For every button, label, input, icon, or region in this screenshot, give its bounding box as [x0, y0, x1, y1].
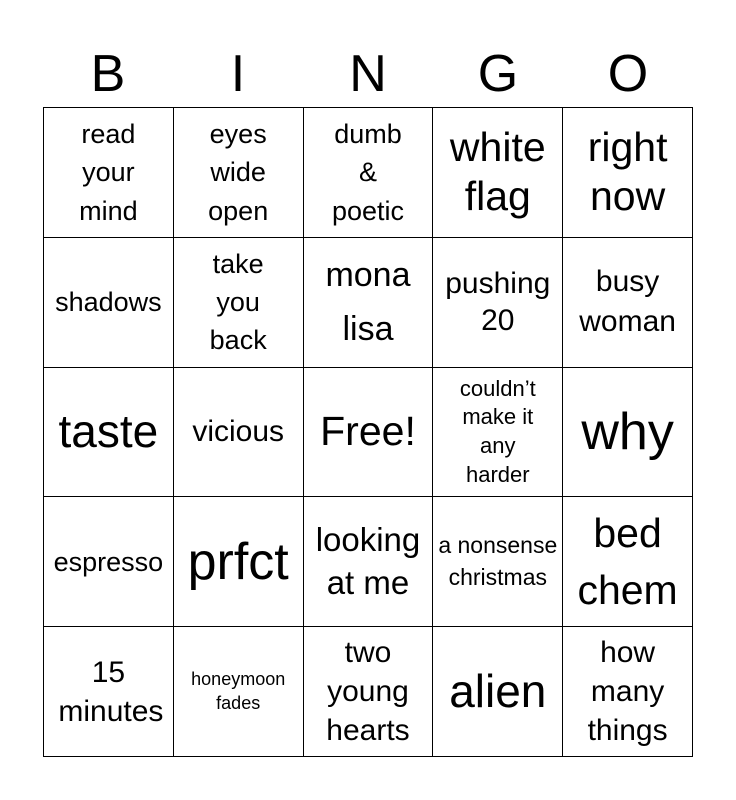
cell-text: busy woman — [579, 264, 676, 339]
bingo-cell[interactable] — [44, 238, 174, 368]
bingo-cell[interactable] — [433, 627, 563, 757]
header-letter-n: N — [349, 45, 387, 103]
bingo-cell[interactable] — [174, 108, 304, 238]
cell-text: eyes wide open — [208, 118, 269, 226]
cell-text: two young hearts — [326, 636, 410, 748]
cell-text: how many things — [587, 636, 668, 748]
bingo-cell[interactable] — [304, 627, 434, 757]
cell-text: honeymoon fades — [191, 669, 286, 713]
cell-text: mona lisa — [325, 255, 411, 349]
bingo-cell[interactable] — [433, 368, 563, 498]
bingo-cell[interactable] — [174, 238, 304, 368]
cell-text: read your mind — [79, 118, 138, 226]
bingo-cell[interactable] — [304, 368, 434, 498]
cell-text: taste — [58, 405, 159, 458]
bingo-cell[interactable] — [174, 627, 304, 757]
bingo-cell[interactable] — [44, 497, 174, 627]
header-letter-o: O — [607, 45, 649, 103]
cell-text: pushing 20 — [445, 266, 551, 338]
cell-text: white flag — [449, 124, 546, 220]
bingo-grid — [43, 107, 693, 757]
cell-text: espresso — [53, 546, 164, 577]
bingo-cell[interactable] — [433, 238, 563, 368]
bingo-cell[interactable] — [563, 238, 693, 368]
bingo-cell[interactable] — [304, 497, 434, 627]
cell-text: a nonsense christmas — [438, 532, 558, 590]
cell-text: why — [581, 402, 674, 461]
bingo-cell[interactable] — [174, 368, 304, 498]
cell-text: bed chem — [577, 510, 678, 613]
cell-text: vicious — [192, 415, 285, 449]
cell-text: looking at me — [315, 520, 421, 601]
header-letter-b: B — [90, 45, 126, 103]
bingo-cell[interactable] — [304, 238, 434, 368]
bingo-cell[interactable] — [433, 497, 563, 627]
bingo-cell[interactable] — [563, 627, 693, 757]
cell-text: right now — [587, 124, 668, 220]
cell-text: shadows — [55, 287, 162, 318]
cell-text: 15 minutes — [58, 655, 164, 728]
bingo-cell[interactable] — [433, 108, 563, 238]
header-letter-g: G — [477, 45, 519, 103]
header-letter-i: I — [230, 45, 246, 103]
cell-text: alien — [449, 665, 547, 717]
bingo-cell[interactable] — [563, 108, 693, 238]
bingo-cell[interactable] — [44, 627, 174, 757]
bingo-cell[interactable] — [44, 368, 174, 498]
cell-text: couldn’t make it any harder — [459, 375, 536, 487]
bingo-cell[interactable] — [44, 108, 174, 238]
cell-text: prfct — [187, 532, 289, 591]
bingo-header — [43, 40, 693, 108]
cell-text: Free! — [320, 408, 416, 455]
bingo-cell[interactable] — [563, 368, 693, 498]
cell-text: dumb & poetic — [331, 118, 405, 226]
bingo-cell[interactable] — [304, 108, 434, 238]
cell-text: take you back — [209, 248, 267, 356]
bingo-cell[interactable] — [174, 497, 304, 627]
bingo-cell[interactable] — [563, 497, 693, 627]
